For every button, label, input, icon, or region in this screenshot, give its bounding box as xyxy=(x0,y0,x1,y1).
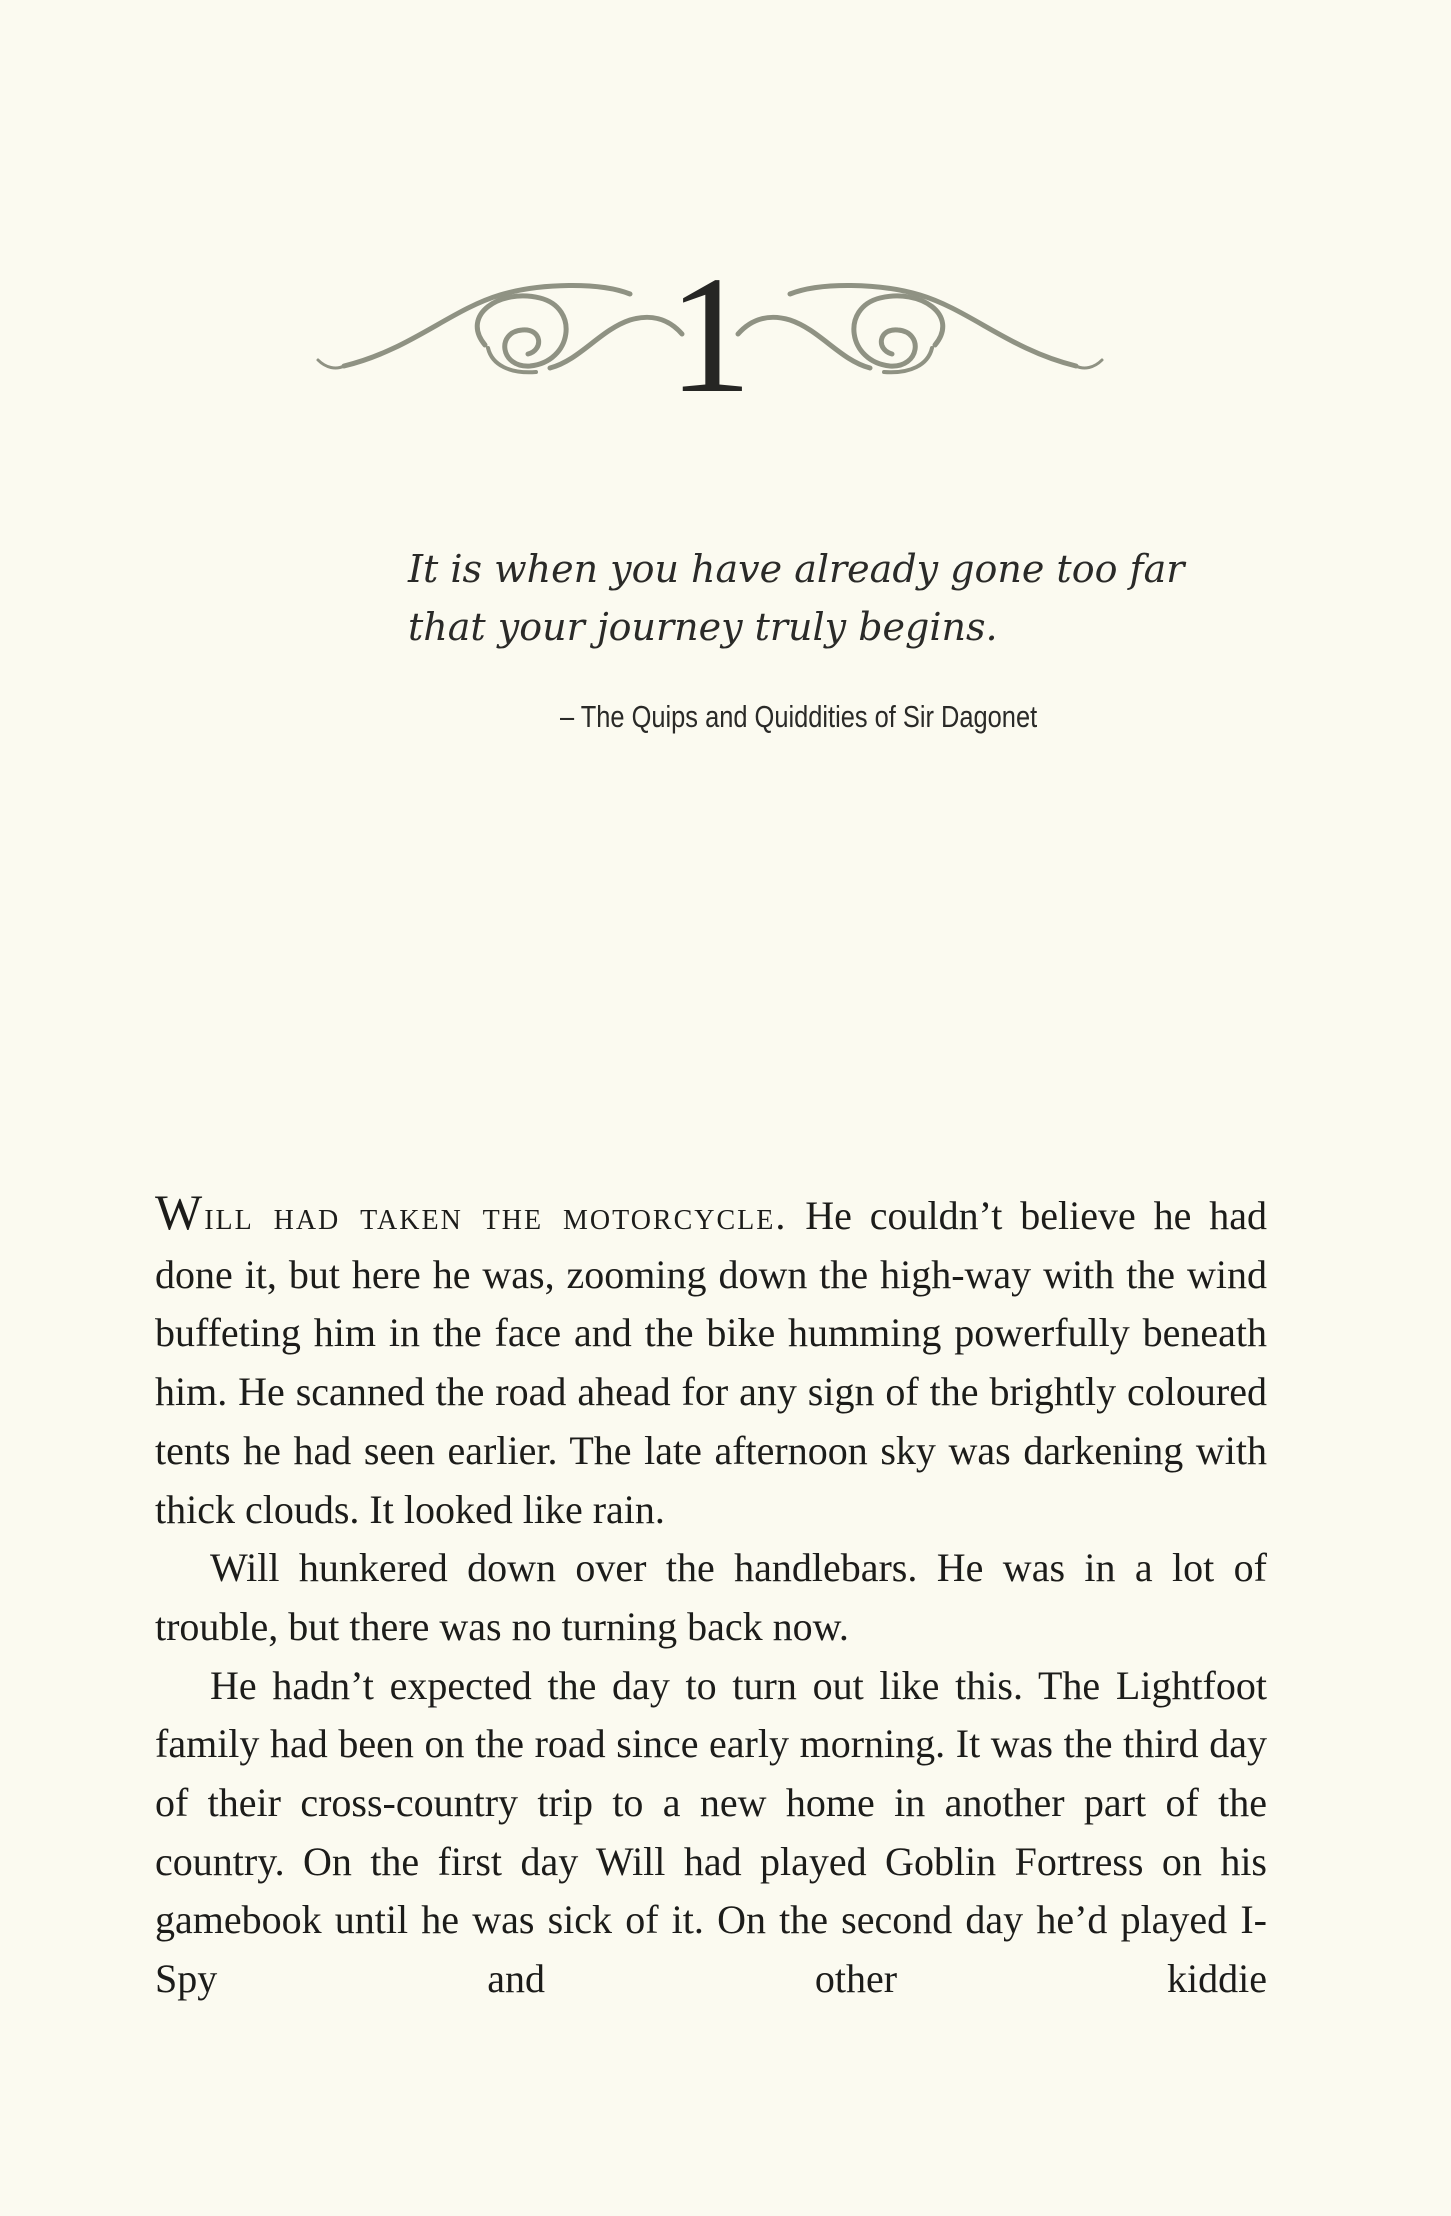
lead-in-cap: W xyxy=(155,1184,205,1240)
epigraph xyxy=(408,540,1185,656)
paragraph xyxy=(155,1183,1267,1539)
chapter-heading xyxy=(300,242,1120,430)
lead-in xyxy=(155,1184,788,1240)
chapter-number: 1 xyxy=(668,242,752,428)
paragraph-text: He couldn’t believe he had done it, but here he was, zooming down the high-way with the wind buffeting him in the face and the bike humming powerfully beneath him. He scanned the road ahead for any sign of the brightly coloured tents he had seen earlier. The late afternoon sky was darkening with thick clouds. It looked like rain. xyxy=(155,1193,1267,1532)
paragraph: Will hunkered down over the handlebars. He was in a lot of trouble, but there was no turning back now. xyxy=(155,1545,1267,1649)
paragraph: He hadn’t expected the day to turn out like this. The Lightfoot family had been on the road since early morning. It was the third day of their cross-country trip to a new home in another part of the country. On the first day Will had played Goblin Fortress on his gamebook until he was sick of it. On the second day he’d played I-Spy and other kiddie xyxy=(155,1662,1267,2002)
epigraph-line: that your journey truly begins. xyxy=(408,605,998,649)
lead-in-rest: ill had taken the motorcycle. xyxy=(204,1193,788,1238)
epigraph-attribution: – The Quips and Quiddities of Sir Dagonet xyxy=(560,699,1038,734)
epigraph-line: It is when you have already gone too far xyxy=(408,547,1185,591)
chapter-body xyxy=(155,1183,1267,2009)
